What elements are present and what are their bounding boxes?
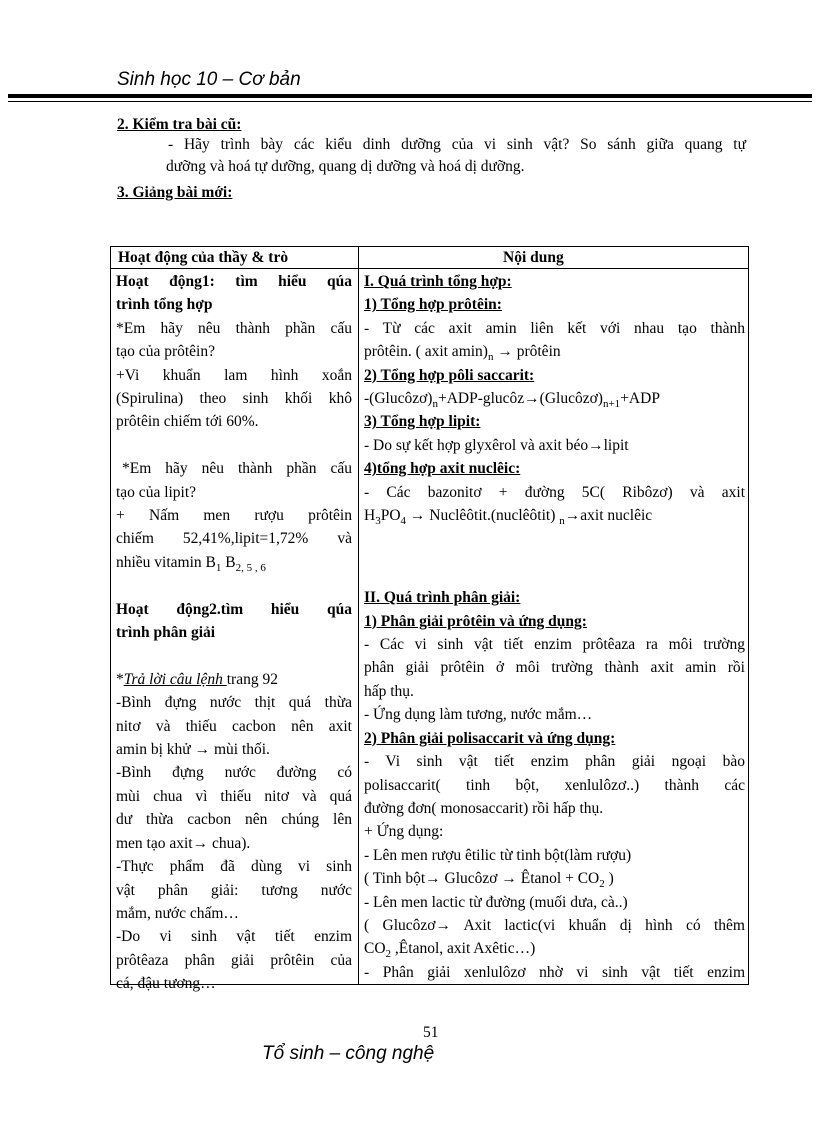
section-3-heading: 3. Giảng bài mới: bbox=[117, 184, 233, 201]
text-line: prôtêaza phân giải prôtêin của bbox=[116, 951, 352, 969]
table-header-content: Nội dung bbox=[503, 249, 564, 266]
text-line: mắm, nước chấm… bbox=[116, 904, 239, 922]
table-header-activities: Hoạt động của thầy & trò bbox=[118, 249, 289, 266]
text-line: vật phân giải: tương nước bbox=[116, 881, 352, 899]
lesson-table bbox=[110, 246, 749, 993]
text-line: mùi chua vì thiếu nitơ và quá bbox=[116, 787, 352, 805]
text-line: đường đơn( monosaccarit) rồi hấp thụ. bbox=[364, 799, 604, 817]
text-line: nhiều vitamin $B_1$ $B_{2, 5 , 6}$ bbox=[116, 553, 266, 574]
text-line: cá, đậu tương… bbox=[116, 975, 216, 993]
text-line: + Nấm men rượu prôtêin bbox=[116, 507, 352, 525]
question-line: dưỡng và hoá tự dưỡng, quang dị dưỡng và hoá dị dưỡng. bbox=[166, 158, 525, 175]
activity-1-title-cont: trình tổng hợp bbox=[116, 296, 213, 314]
text-line: - Lên men rượu êtilic từ tinh bột(làm rượu) bbox=[364, 846, 632, 864]
formula-line: ( Tinh bột→ Glucôzơ → Êtanol + $CO_2$ ) bbox=[364, 870, 614, 891]
subsection-heading: 1) Tổng hợp prôtêin: bbox=[364, 296, 502, 314]
subsection-heading: 1) Phân giải prôtêin và ứng dụng: bbox=[364, 612, 587, 630]
subsection-heading: 4)tổng hợp axit nuclêic: bbox=[364, 460, 521, 478]
text-line: -Bình đựng nước đường có bbox=[116, 764, 352, 782]
page-header-title: Sinh học 10 – Cơ bản bbox=[117, 69, 301, 90]
text-line: -Bình đựng nước thịt quá thừa bbox=[116, 694, 352, 712]
text-line: - Các bazonitơ + đường 5C( Ribôzơ) và axit bbox=[364, 483, 745, 501]
text-line: tạo của lipit? bbox=[116, 483, 197, 501]
page-footer-title: Tổ sinh – công nghệ bbox=[262, 1043, 435, 1064]
text-line: + Ứng dụng: bbox=[364, 823, 444, 841]
text-line: *Em hãy nêu thành phần cấu bbox=[122, 460, 352, 478]
subsection-heading: 3) Tổng hợp lipit: bbox=[364, 413, 481, 431]
formula-line: $-(Glucôzơ)_n+ADP-glucôz\to(Glucôzơ)_{n+1}+ADP$ bbox=[364, 390, 660, 411]
text-line: - Phân giải xenlulôzơ nhờ vi sinh vật tiết enzim bbox=[364, 963, 745, 981]
text-line: amin bị khử → mùi thối. bbox=[116, 741, 270, 759]
content-column bbox=[364, 270, 745, 984]
text-line: phân giải prôtêin ở môi trường thành axit amin rồi bbox=[364, 659, 745, 677]
formula-line: prôtêin. ( axit $amin)_n$ → prôtêin bbox=[364, 343, 561, 364]
section-breakdown-heading: II. Quá trình phân giải: bbox=[364, 589, 521, 607]
question-prompt: *Trả lời câu lệnh trang 92 bbox=[116, 670, 278, 688]
header-rule-thin bbox=[8, 101, 812, 102]
text-line: -Do vi sinh vật tiết enzim bbox=[116, 928, 352, 946]
text-line: - Ứng dụng làm tương, nước mắm… bbox=[364, 706, 593, 724]
text-line: chiếm 52,41%,lipit=1,72% và bbox=[116, 530, 352, 548]
table-column-divider bbox=[358, 247, 359, 984]
text-line: polisaccarit( tinh bột, xenlulôzơ..) thành các bbox=[364, 776, 745, 794]
section-2-question bbox=[168, 134, 746, 178]
formula-line: $CO_2$ ,Êtanol, axit Axêtic…) bbox=[364, 940, 536, 961]
text-line: *Em hãy nêu thành phần cấu bbox=[116, 319, 352, 337]
text-line: -Thực phẩm đã dùng vi sinh bbox=[116, 858, 352, 876]
header-rule-thick bbox=[8, 94, 812, 98]
text-line: nitơ và thiếu cacbon nên axit bbox=[116, 717, 352, 735]
section-2-heading: 2. Kiểm tra bài cũ: bbox=[117, 116, 242, 133]
subsection-heading: 2) Tổng hợp pôli saccarit: bbox=[364, 366, 535, 384]
text-line: - Do sự kết hợp glyxêrol và axit béo→lipit bbox=[364, 436, 629, 454]
text-line: - Các vi sinh vật tiết enzim prôtêaza ra môi trường bbox=[364, 636, 745, 654]
text-line: - Vi sinh vật tiết enzim phân giải ngoại bào bbox=[364, 753, 745, 771]
activity-2-title-cont: trình phân giải bbox=[116, 624, 216, 642]
text-line: tạo của prôtêin? bbox=[116, 343, 215, 361]
subsection-heading: 2) Phân giải polisaccarit và ứng dụng: bbox=[364, 729, 616, 747]
text-line: (Spirulina) theo sinh khối khô bbox=[116, 390, 352, 408]
text-line: ( Glucôzơ→ Axit lactic(vi khuẩn dị hình có thêm bbox=[364, 916, 745, 934]
text-line: hấp thụ. bbox=[364, 682, 414, 700]
page-number: 51 bbox=[423, 1024, 439, 1041]
formula-line: $H_3PO_4$ → Nuclêôtit.(nuclêôtit) $_n$→axit nuclêic bbox=[364, 507, 653, 528]
activities-column bbox=[116, 270, 352, 996]
activity-1-title: Hoạt động1: tìm hiểu qúa bbox=[116, 273, 352, 290]
activity-2-title: Hoạt động2.tìm hiểu qúa bbox=[116, 600, 352, 618]
text-line: - Từ các axit amin liên kết với nhau tạo thành bbox=[364, 319, 745, 337]
section-synthesis-heading: I. Quá trình tổng hợp: bbox=[364, 273, 512, 290]
question-line: - Hãy trình bày các kiểu dinh dưỡng của vi sinh vật? So sánh giữa quang tự bbox=[168, 136, 746, 153]
table-header-divider bbox=[111, 268, 748, 269]
text-line: prôtêin chiếm tới 60%. bbox=[116, 413, 259, 431]
text-line: men tạo axit→ chua). bbox=[116, 834, 251, 852]
text-line: +Vi khuẩn lam hình xoắn bbox=[116, 366, 352, 384]
text-line: dư thừa cacbon nên chúng lên bbox=[116, 811, 352, 829]
text-line: - Lên men lactic từ đường (muối dưa, cà..) bbox=[364, 893, 628, 911]
